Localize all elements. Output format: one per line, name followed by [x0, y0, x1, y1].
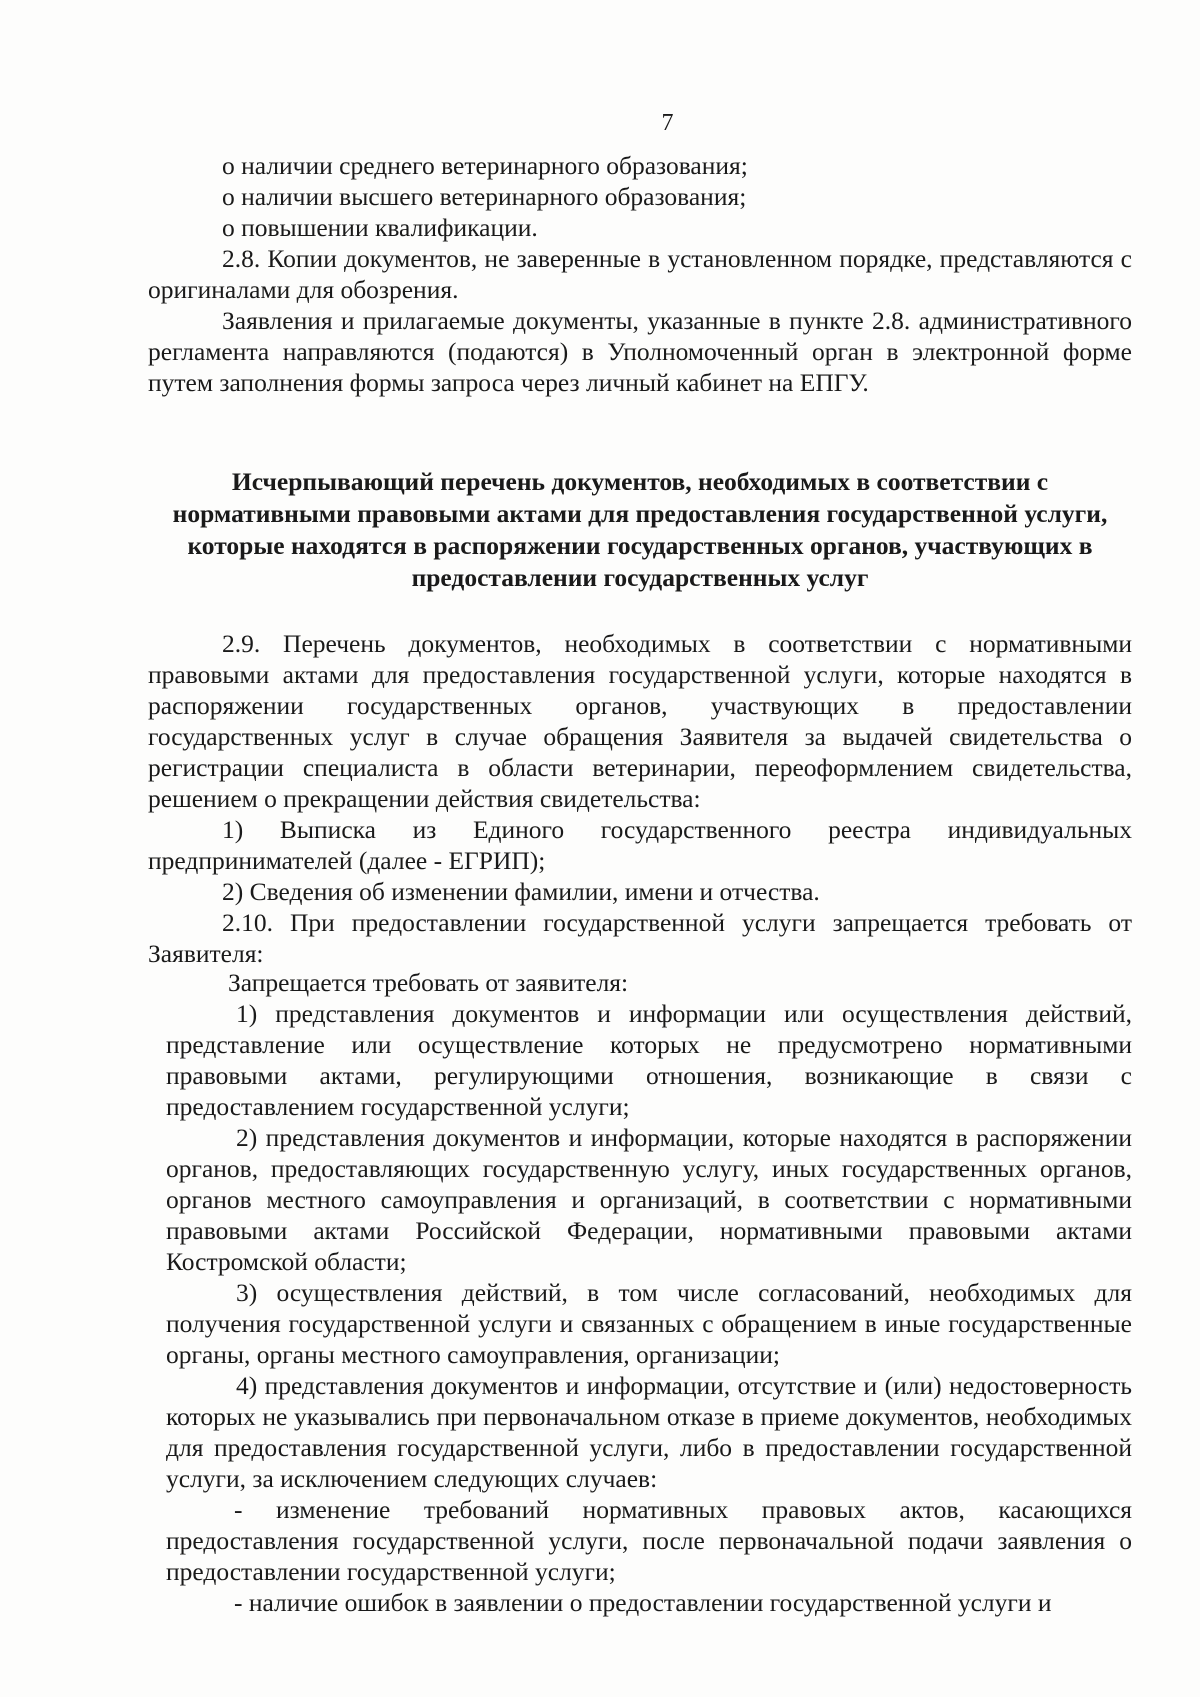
section-2-9	[148, 628, 1132, 969]
prohibited-item: 3) осуществления действий, в том числе согласований, необходимых для получения государственной услуги и связанных с обращением в иные государственные органы, органы местного самоуправления, организации;	[166, 1278, 1132, 1369]
exception-item: - изменение требований нормативных правовых актов, касающихся предоставления государственной услуги, после первоначальной подачи заявления о предоставлении государственной услуги;	[166, 1495, 1132, 1586]
section-prohibited	[166, 968, 1132, 1618]
prohibited-intro: Запрещается требовать от заявителя:	[228, 968, 629, 997]
list-item: о наличии высшего ветеринарного образования;	[222, 182, 747, 211]
paragraph-2-9: 2.9. Перечень документов, необходимых в соответствии с нормативными правовыми актами для предоставления государственной услуги, которые находятся в распоряжении государственных органов, участвующих в предоставлении государственных услуг в случае обращения Заявителя за выдачей свидетельства о регистрации специалиста в области ветеринарии, переоформлением свидетельства, решением о прекращении действия свидетельства:	[148, 629, 1132, 813]
paragraph-applications: Заявления и прилагаемые документы, указанные в пункте 2.8. административного регламента направляются (подаются) в Уполномоченный орган в электронной форме путем заполнения формы запроса через личный кабинет на ЕПГУ.	[148, 306, 1132, 397]
list-item: о повышении квалификации.	[222, 213, 538, 242]
prohibited-item: 2) представления документов и информации, которые находятся в распоряжении органов, предоставляющих государственную услугу, иных государственных органов, органов местного самоуправления и организаций, в соответствии с нормативными правовыми актами Российской Федерации, нормативными правовыми актами Костромской области;	[166, 1123, 1132, 1276]
page-number: 7	[661, 110, 674, 136]
exception-item: - наличие ошибок в заявлении о предоставлении государственной услуги и	[234, 1588, 1052, 1617]
paragraph-2-8: 2.8. Копии документов, не заверенные в установленном порядке, представляются с оригиналами для обозрения.	[148, 244, 1132, 304]
section-top	[148, 150, 1132, 398]
list-item: 2) Сведения об изменении фамилии, имени и отчества.	[222, 877, 820, 906]
list-item: о наличии среднего ветеринарного образования;	[222, 151, 748, 180]
list-item: 1) Выписка из Единого государственного реестра индивидуальных предпринимателей (далее - ЕГРИП);	[148, 815, 1132, 875]
section-heading: Исчерпывающий перечень документов, необходимых в соответствии с нормативными правовыми актами для предоставления государственной услуги, которые находятся в распоряжении государственных органов, участвующих в предоставлении государственных услуг	[172, 467, 1108, 592]
prohibited-item: 1) представления документов и информации или осуществления действий, представление или осуществление которых не предусмотрено нормативными правовыми актами, регулирующими отношения, возникающие в связи с предоставлением государственной услуги;	[166, 999, 1132, 1121]
prohibited-item: 4) представления документов и информации, отсутствие и (или) недостоверность которых не указывались при первоначальном отказе в приеме документов, необходимых для предоставления государственной услуги, либо в предоставлении государственной услуги, за исключением следующих случаев:	[166, 1371, 1132, 1493]
paragraph-2-10: 2.10. При предоставлении государственной услуги запрещается требовать от Заявителя:	[148, 908, 1132, 968]
